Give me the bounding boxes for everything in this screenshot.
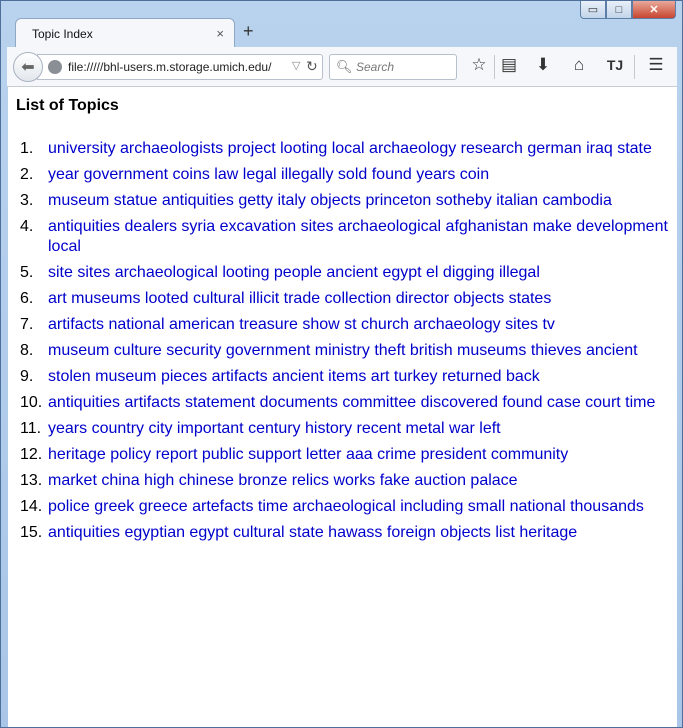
close-tab-icon[interactable]: × <box>216 26 224 41</box>
url-dropdown-icon[interactable]: ▽ <box>292 60 301 72</box>
topic-item <box>20 315 677 335</box>
topic-number: 8. <box>20 342 34 359</box>
menu-icon[interactable]: ☰ <box>648 55 664 74</box>
topic-link[interactable]: museum statue antiquities getty italy objects princeton sotheby italian cambodia <box>48 192 612 209</box>
toolbar-divider <box>634 55 635 79</box>
topic-item <box>20 191 677 211</box>
topic-number: 1. <box>20 140 34 157</box>
topic-item <box>20 263 677 283</box>
topic-link[interactable]: market china high chinese bronze relics works fake auction palace <box>48 472 518 489</box>
topic-link[interactable]: art museums looted cultural illicit trade collection director objects states <box>48 290 552 307</box>
download-icon[interactable]: ⬇ <box>535 55 551 74</box>
new-tab-button[interactable]: + <box>243 21 254 41</box>
topic-item <box>20 289 677 309</box>
minimize-button[interactable]: ▭ <box>580 1 606 19</box>
topic-link[interactable]: museum culture security government ministry theft british museums thieves ancient <box>48 342 638 359</box>
topic-number: 15. <box>20 524 43 541</box>
search-icon: 🔍︎ <box>336 59 353 74</box>
topic-item <box>20 217 677 257</box>
topic-link[interactable]: artifacts national american treasure show st church archaeology sites tv <box>48 316 555 333</box>
window-controls <box>580 1 676 19</box>
tab-title: Topic Index <box>32 27 93 41</box>
topic-list <box>8 139 677 549</box>
tab-topic-index[interactable] <box>15 18 235 48</box>
page-content <box>8 87 677 727</box>
topic-link[interactable]: site sites archaeological looting people ancient egypt el digging illegal <box>48 264 540 281</box>
back-arrow-icon: ⬅ <box>21 59 35 76</box>
topic-link[interactable]: years country city important century history recent metal war left <box>48 420 501 437</box>
topic-item <box>20 419 677 439</box>
topic-number: 4. <box>20 218 34 235</box>
topic-link[interactable]: year government coins law legal illegally sold found years coin <box>48 166 490 183</box>
topic-item <box>20 393 677 413</box>
topic-link[interactable]: police greek greece artefacts time archaeological including small national thousands <box>48 498 644 515</box>
navigation-toolbar <box>7 47 677 87</box>
bookmark-star-icon[interactable]: ☆ <box>471 55 487 74</box>
topic-number: 11. <box>20 420 42 437</box>
close-window-button[interactable]: ✕ <box>632 1 676 19</box>
topic-item <box>20 367 677 387</box>
topic-link[interactable]: university archaeologists project looting local archaeology research german iraq state <box>48 140 652 157</box>
topic-item <box>20 445 677 465</box>
toolbar-divider <box>494 55 495 79</box>
topic-number: 3. <box>20 192 34 209</box>
home-icon[interactable]: ⌂ <box>573 55 585 74</box>
back-button[interactable] <box>13 52 43 82</box>
topic-number: 10. <box>20 394 43 411</box>
extension-icon[interactable]: TJ <box>606 57 624 73</box>
topic-item <box>20 523 677 543</box>
reload-icon[interactable]: ↻ <box>306 58 318 74</box>
topic-item <box>20 497 677 517</box>
topic-link[interactable]: stolen museum pieces artifacts ancient items art turkey returned back <box>48 368 540 385</box>
globe-icon <box>48 60 62 74</box>
topic-link[interactable]: antiquities egyptian egypt cultural state hawass foreign objects list heritage <box>48 524 578 541</box>
topic-link[interactable]: heritage policy report public support letter aaa crime president community <box>48 446 569 463</box>
topic-link[interactable]: antiquities dealers syria excavation sites archaeological afghanistan make development local <box>48 218 668 255</box>
topic-item <box>20 471 677 491</box>
reading-list-icon[interactable]: ▤ <box>500 55 518 74</box>
search-placeholder: Search <box>356 60 395 74</box>
topic-link[interactable]: antiquities artifacts statement documents committee discovered found case court time <box>48 394 656 411</box>
restore-button[interactable]: □ <box>606 1 632 19</box>
topic-number: 5. <box>20 264 34 281</box>
page-title: List of Topics <box>16 97 119 114</box>
topic-number: 7. <box>20 316 34 333</box>
topic-item <box>20 165 677 185</box>
topic-number: 2. <box>20 166 34 183</box>
url-text[interactable]: file://///bhl-users.m.storage.umich.edu/ <box>68 60 272 74</box>
topic-number: 13. <box>20 472 43 489</box>
topic-number: 9. <box>20 368 34 385</box>
topic-number: 6. <box>20 290 34 307</box>
topic-item <box>20 139 677 159</box>
url-bar[interactable] <box>37 54 323 80</box>
search-box[interactable] <box>329 54 457 80</box>
topic-number: 12. <box>20 446 43 463</box>
topic-number: 14. <box>20 498 43 515</box>
topic-item <box>20 341 677 361</box>
